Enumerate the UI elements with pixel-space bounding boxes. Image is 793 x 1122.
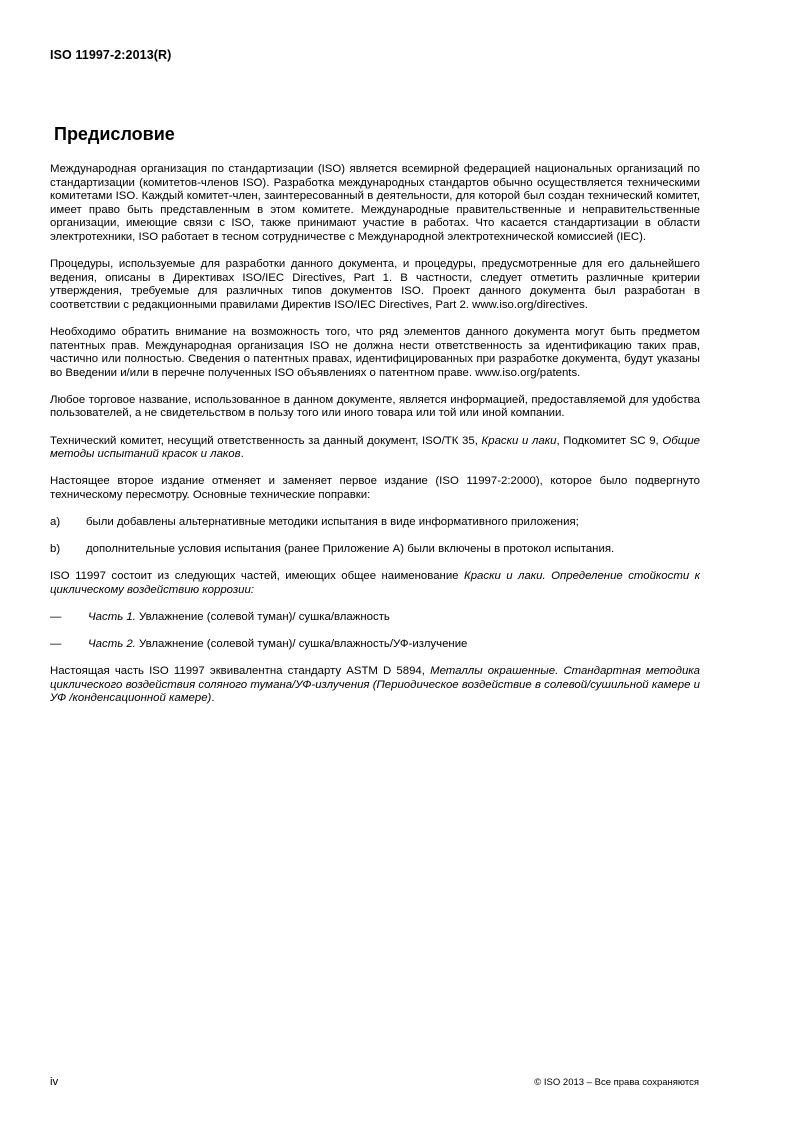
paragraph-committee (50, 435, 700, 462)
change-item (50, 543, 700, 557)
list-marker: b) (50, 542, 61, 555)
part-description: Увлажнение (солевой туман)/ сушка/влажность/УФ-излучение (135, 637, 468, 650)
paragraph-procedures: Процедуры, используемые для разработки данного документа, и процедуры, предусмотренные для его дальнейшего ведения, описаны в Директивах ISO/IEC Directives, Part 1. В частности, следует отметить различные критерии утверждения, требуемые для различных типов документов ISO. Проект данного документа был разработан в соответствии с редакционными правилами Директив ISO/IEC Directives, Part 2. www.iso.org/directives. (50, 258, 700, 311)
committee-title: Краски и лаки (481, 434, 557, 447)
paragraph-iso-organization: Международная организация по стандартизации (ISO) является всемирной федерацией национальных организаций по стандартизации (комитетов-членов ISO). Разработка международных стандартов обычно осуществляется техническими комитетами ISO. Каждый комитет-член, заинтересованный в деятельности, для которой был создан технический комитет, имеет право быть представленным в этом комитете. Международные правительственные и неправительственные организации, имеющие связи с ISO, также принимают участие в работах. Что касается стандартизации в области электротехники, ISO работает в тесном сотрудничестве с Международной электротехнической комиссией (IEC). (50, 163, 700, 243)
parts-intro-lead: ISO 11997 состоит из следующих частей, имеющих общее наименование (50, 570, 464, 583)
dash-marker: — (50, 610, 62, 623)
part-text (88, 611, 700, 625)
paragraph-parts-intro (50, 570, 700, 597)
committee-end: . (240, 448, 244, 461)
dash-marker: — (50, 637, 62, 650)
paragraph-trade-names: Любое торговое название, использованное в данном документе, является информацией, предоставляемой для удобства пользователей, а не свидетельством в пользу того или иного товара или той или иной компании. (50, 393, 700, 420)
list-marker: a) (50, 515, 61, 528)
astm-title: Металлы окрашенные. Стандартная методика циклического воздействия соляного тумана/УФ-излучения (Периодическое воздействие в солевой/сушильной камере и УФ /конденсационной камере) (50, 664, 700, 705)
page-number: iv (50, 1076, 59, 1088)
part-label: Часть 2. (88, 637, 136, 650)
copyright-notice: © ISO 2013 – Все права сохраняются (534, 1077, 699, 1088)
change-text: были добавлены альтернативные методики испытания в виде информативного приложения; (86, 515, 579, 528)
part-label: Часть 1. (88, 610, 136, 623)
parts-general-title: Краски и лаки. Определение стойкости к циклическому воздействию коррозии: (50, 570, 700, 596)
paragraph-astm-equivalence (50, 665, 700, 706)
section-title: Предисловие (54, 124, 175, 144)
document-id: ISO 11997-2:2013(R) (50, 48, 172, 62)
foreword-body (50, 163, 700, 719)
part-item (50, 611, 700, 625)
committee-lead: Технический комитет, несущий ответственность за данный документ, ISO/ТК 35, (50, 434, 482, 447)
change-text: дополнительные условия испытания (ранее Приложение А) были включены в протокол испытания. (86, 542, 615, 555)
change-item (50, 516, 700, 530)
committee-mid: , Подкомитет SC 9, (556, 434, 663, 447)
part-description: Увлажнение (солевой туман)/ сушка/влажность (135, 610, 390, 623)
paragraph-patents: Необходимо обратить внимание на возможность того, что ряд элементов данного документа могут быть предметом патентных прав. Международная организация ISO не должна нести ответственность за идентификацию таких прав, частично или полностью. Сведения о патентных правах, идентифицированных при разработке документа, будут указаны во Введении и/или в перечне полученных ISO объявлениях о патентном праве. www.iso.org/patents. (50, 325, 700, 379)
astm-end: . (211, 692, 215, 705)
subcommittee-title: Общие методы испытаний красок и лаков (50, 434, 700, 461)
astm-lead: Настоящая часть ISO 11997 эквивалентна стандарту ASTM D 5894, (50, 664, 431, 677)
part-text (88, 638, 700, 652)
part-item (50, 638, 700, 652)
paragraph-edition: Настоящее второе издание отменяет и заменяет первое издание (ISO 11997-2:2000), которое было подвергнуто техническому пересмотру. Основные технические поправки: (50, 475, 700, 501)
